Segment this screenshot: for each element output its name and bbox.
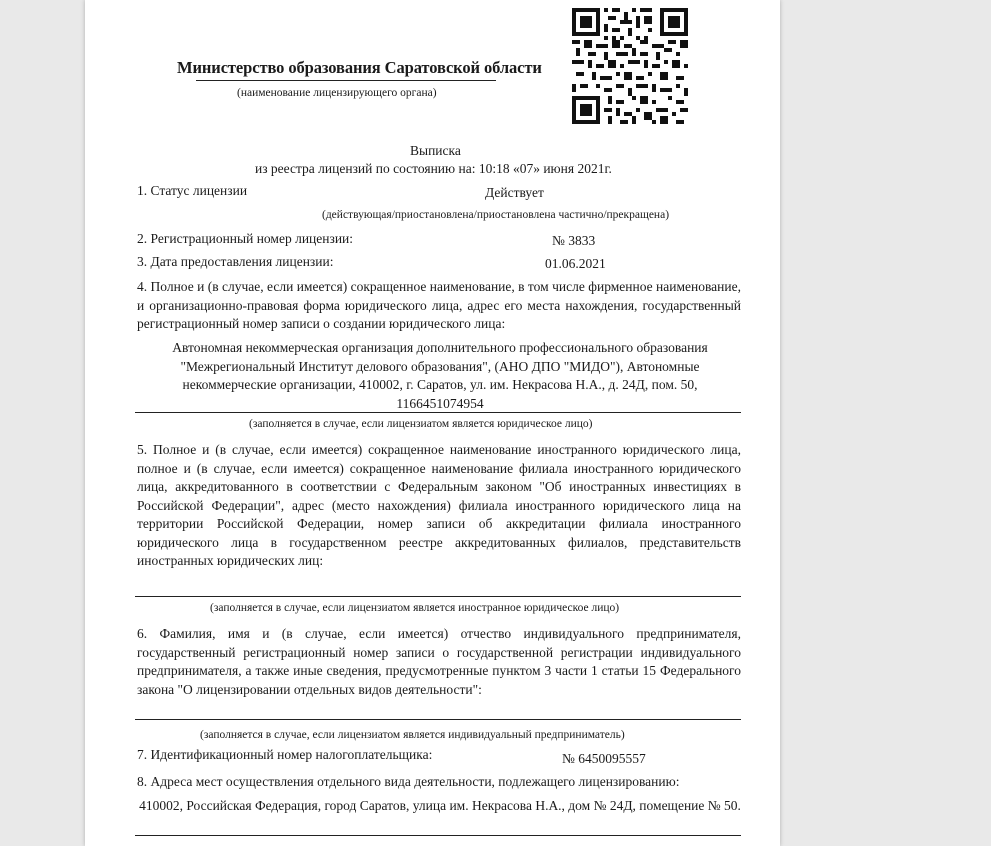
document-page (85, 0, 780, 846)
address-value: 410002, Российская Федерация, город Саратов, улица им. Некрасова Н.А., дом № 24Д, помещение № 50. (139, 798, 741, 813)
document-title: Выписка (410, 143, 461, 158)
document-subtitle: из реестра лицензий по состоянию на: 10:18 «07» июня 2021г. (255, 161, 612, 176)
rule-6 (135, 719, 741, 720)
issue-date-label: 3. Дата предоставления лицензии: (137, 254, 334, 269)
inn-value: № 6450095557 (562, 751, 646, 766)
paragraph-4: 4. Полное и (в случае, если имеется) сокращенное наименование, в том числе фирменное наименование, и организационно-правовая форма юридического лица, адрес его места нахождения, государственный регистрационный номер записи о создании юридического лица: (137, 279, 741, 331)
paragraph-6-caption: (заполняется в случае, если лицензиатом является индивидуальный предприниматель) (200, 729, 625, 741)
status-caption: (действующая/приостановлена/приостановлена частично/прекращена) (322, 209, 670, 221)
rule-5 (135, 596, 741, 597)
paragraph-6: 6. Фамилия, имя и (в случае, если имеется) отчество индивидуального предпринимателя, государственный регистрационный номер записи о государственной регистрации индивидуального предпринимателя, а также иные сведения, предусмотренные пунктом 3 части 1 статьи 15 Федерального закона "О лицензировании отдельных видов деятельности": (137, 626, 741, 697)
issue-date-value: 01.06.2021 (545, 256, 606, 271)
status-value: Действует (485, 185, 544, 200)
ministry-name: Министерство образования Саратовской области (177, 58, 542, 77)
ministry-underline (196, 80, 496, 81)
ministry-caption: (наименование лицензирующего органа) (237, 87, 437, 99)
inn-label: 7. Идентификационный номер налогоплательщика: (137, 747, 433, 762)
status-label: 1. Статус лицензии (137, 183, 248, 198)
reg-number-value: № 3833 (552, 233, 596, 248)
qr-code (572, 8, 688, 124)
organization-details: Автономная некоммерческая организация дополнительного профессионального образования "Межрегиональный Институт делового образования", (АНО ДПО "МИДО"), Автономные некоммерческие организации, 410002, г. Саратов, ул. им. Некрасова Н.А., д. 24Д, пом. 50, 1166451074954 (172, 340, 708, 411)
paragraph-5: 5. Полное и (в случае, если имеется) сокращенное наименование иностранного юридического лица, полное и (в случае, если имеется) сокращенное наименование филиала иностранного юридического лица, аккредитованного в соответствии с Федеральным законом "Об иностранных инвестициях в Российской Федерации", адрес (место нахождения) филиала иностранного юридического лица на территории Российской Федерации, номер записи об аккредитации филиала иностранного юридического лица в государственном реестре аккредитованных филиалов, представительств иностранных юридических лиц: (137, 442, 741, 568)
paragraph-5-caption: (заполняется в случае, если лицензиатом является иностранное юридическое лицо) (210, 602, 620, 614)
rule-4 (135, 412, 741, 413)
addresses-label: 8. Адреса мест осуществления отдельного вида деятельности, подлежащего лицензированию: (137, 774, 680, 789)
reg-number-label: 2. Регистрационный номер лицензии: (137, 231, 354, 246)
paragraph-4-caption: (заполняется в случае, если лицензиатом является юридическое лицо) (249, 418, 593, 430)
rule-8 (135, 835, 741, 836)
